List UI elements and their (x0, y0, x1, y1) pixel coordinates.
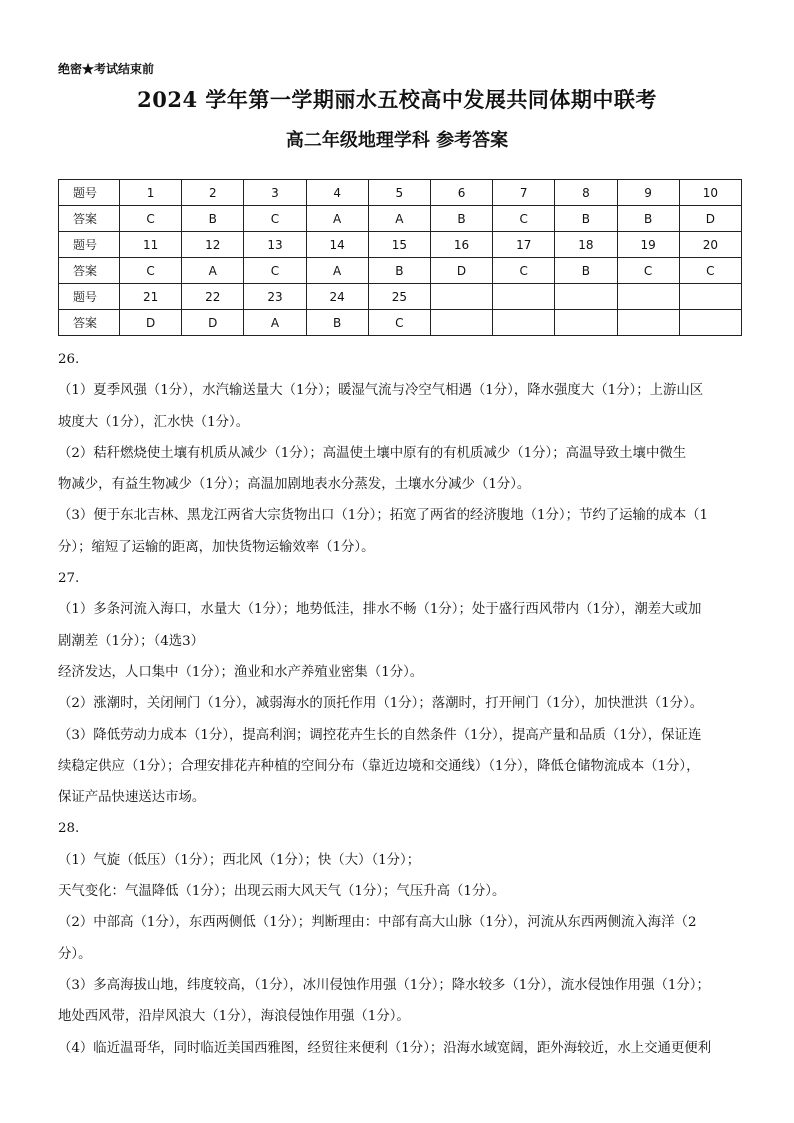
table-cell: 3 (244, 180, 306, 206)
table-row (59, 310, 742, 336)
table-cell: 5 (368, 180, 430, 206)
table-cell: 22 (182, 284, 244, 310)
text-line: （4）临近温哥华，同时临近美国西雅图，经贸往来便利（1分）；沿海水域宽阔，距外海较近，水上交通更便利 (58, 1040, 712, 1056)
table-cell: C (244, 258, 306, 284)
text-line: （3）降低劳动力成本（1分），提高利润；调控花卉生长的自然条件（1分），提高产量和品质（1分），保证连 (58, 727, 702, 743)
table-row (59, 232, 742, 258)
table-row (59, 206, 742, 232)
row-label: 答案 (59, 206, 120, 232)
table-cell: 19 (617, 232, 679, 258)
table-cell: C (120, 206, 182, 232)
table-cell (430, 310, 492, 336)
row-label: 题号 (59, 232, 120, 258)
table-row (59, 258, 742, 284)
table-cell: A (368, 206, 430, 232)
table-cell: 11 (120, 232, 182, 258)
text-line: （3）便于东北吉林、黑龙江两省大宗货物出口（1分）；拓宽了两省的经济腹地（1分）；节约了运输的成本（1 (58, 508, 709, 524)
text-line: （2）中部高（1分），东西两侧低（1分）；判断理由：中部有高大山脉（1分），河流从东西两侧流入海洋（2 (58, 915, 697, 931)
table-cell: 20 (679, 232, 741, 258)
table-cell (555, 284, 617, 310)
row-label: 答案 (59, 310, 120, 336)
table-cell: 24 (306, 284, 368, 310)
exam-title: 2024 学年第一学期丽水五校高中发展共同体期中联考 (137, 87, 657, 112)
text-line: 28. (58, 821, 80, 837)
table-cell: 23 (244, 284, 306, 310)
table-cell: 15 (368, 232, 430, 258)
table-cell: 7 (493, 180, 555, 206)
text-line: （1）气旋（低压）（1分）；西北风（1分）；快（大）（1分）； (58, 852, 421, 868)
table-cell: 13 (244, 232, 306, 258)
text-line: （2）秸秆燃烧使土壤有机质从减少（1分）；高温使土壤中原有的有机质减少（1分）；高温导致土壤中微生 (58, 445, 687, 461)
table-cell: D (120, 310, 182, 336)
text-line: 天气变化：气温降低（1分）；出现云雨大风天气（1分）；气压升高（1分）。 (58, 884, 506, 900)
table-cell: 8 (555, 180, 617, 206)
table-row (59, 180, 742, 206)
table-cell: B (306, 310, 368, 336)
text-line: （1）夏季风强（1分），水汽输送量大（1分）；暖湿气流与冷空气相遇（1分），降水强度大（1分）；上游山区 (58, 383, 704, 399)
text-line: 分）；缩短了运输的距离，加快货物运输效率（1分）。 (58, 539, 375, 555)
table-cell: 4 (306, 180, 368, 206)
answer-table (58, 179, 742, 336)
table-cell: 21 (120, 284, 182, 310)
table-cell: B (368, 258, 430, 284)
row-label: 题号 (59, 284, 120, 310)
table-cell: C (617, 258, 679, 284)
table-cell (679, 310, 741, 336)
table-cell: D (182, 310, 244, 336)
table-cell: B (617, 206, 679, 232)
text-line: 26. (58, 352, 80, 367)
table-cell: 16 (430, 232, 492, 258)
table-cell: C (244, 206, 306, 232)
table-cell: 18 (555, 232, 617, 258)
table-cell: 10 (679, 180, 741, 206)
table-cell: A (244, 310, 306, 336)
table-cell: C (679, 258, 741, 284)
table-cell: C (368, 310, 430, 336)
text-line: （2）涨潮时，关闭闸门（1分），减弱海水的顶托作用（1分）；落潮时，打开闸门（1分），加快泄洪（1分）。 (58, 696, 704, 712)
table-cell (555, 310, 617, 336)
text-line: （1）多条河流入海口，水量大（1分）；地势低洼，排水不畅（1分）；处于盛行西风带内（1分），潮差大或加 (58, 602, 702, 618)
table-cell (493, 310, 555, 336)
table-cell: A (306, 206, 368, 232)
table-cell: C (120, 258, 182, 284)
table-cell: A (182, 258, 244, 284)
answer-key-subtitle: 高二年级地理学科 参考答案 (285, 130, 509, 151)
row-label: 答案 (59, 258, 120, 284)
table-cell: 12 (182, 232, 244, 258)
answer-explanations (58, 344, 742, 1064)
table-cell: B (430, 206, 492, 232)
table-cell (493, 284, 555, 310)
table-cell: 9 (617, 180, 679, 206)
text-line: 物减少，有益生物减少（1分）；高温加剧地表水分蒸发，土壤水分减少（1分）。 (58, 477, 531, 493)
text-line: （3）多高海拔山地，纬度较高，（1分），冰川侵蚀作用强（1分）；降水较多（1分），流水侵蚀作用强（1分）； (58, 977, 710, 993)
text-line: 续稳定供应（1分）；合理安排花卉种植的空间分布（靠近边境和交通线）（1分），降低仓储物流成本（1分）， (58, 758, 700, 774)
text-line: 27. (58, 571, 80, 587)
table-cell: C (493, 258, 555, 284)
table-cell: B (182, 206, 244, 232)
text-line: 地处西风带，沿岸风浪大（1分），海浪侵蚀作用强（1分）。 (58, 1009, 410, 1025)
table-cell (679, 284, 741, 310)
table-cell: C (493, 206, 555, 232)
table-cell: D (679, 206, 741, 232)
table-cell (430, 284, 492, 310)
confidential-label: 绝密★考试结束前 (58, 62, 155, 76)
text-line: 保证产品快速送达市场。 (58, 790, 206, 806)
table-cell: 2 (182, 180, 244, 206)
text-line: 经济发达，人口集中（1分）；渔业和水产养殖业密集（1分）。 (58, 664, 424, 680)
text-line: 分）。 (58, 946, 92, 962)
table-cell: 14 (306, 232, 368, 258)
table-cell: D (430, 258, 492, 284)
table-row (59, 284, 742, 310)
table-cell: 6 (430, 180, 492, 206)
table-cell: 1 (120, 180, 182, 206)
text-line: 剧潮差（1分）；（4选3） (58, 633, 205, 649)
table-cell: B (555, 258, 617, 284)
table-cell (617, 310, 679, 336)
text-line: 坡度大（1分），汇水快（1分）。 (58, 414, 250, 430)
table-cell (617, 284, 679, 310)
table-cell: B (555, 206, 617, 232)
table-cell: 25 (368, 284, 430, 310)
row-label: 题号 (59, 180, 120, 206)
table-cell: A (306, 258, 368, 284)
table-cell: 17 (493, 232, 555, 258)
